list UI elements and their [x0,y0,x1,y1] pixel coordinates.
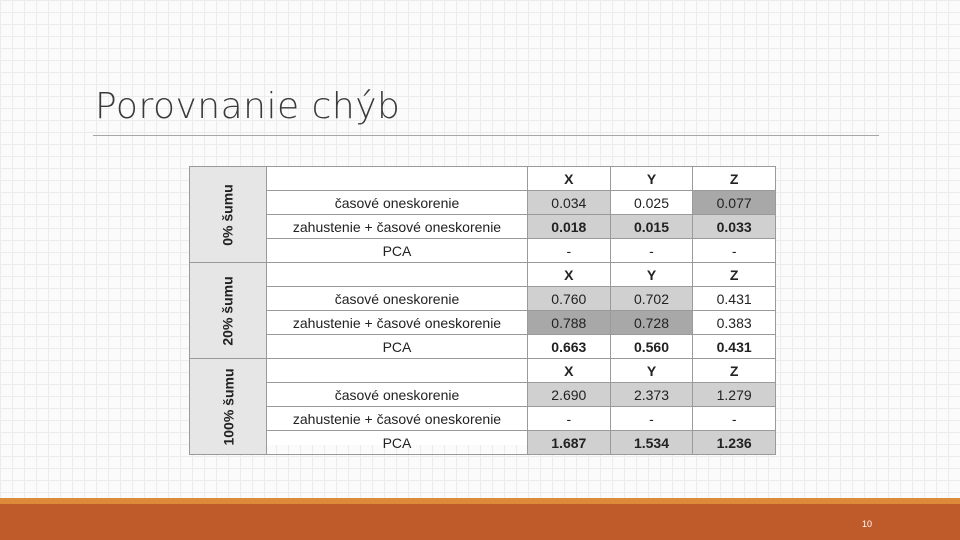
footer-accent-stripe [0,498,960,504]
table-row [190,191,776,215]
error-value-cell: 0.033 [693,215,776,239]
method-name-cell: PCA [267,239,528,263]
method-header-cell [267,263,528,287]
error-value-cell: 0.383 [693,311,776,335]
table-row [190,383,776,407]
column-header: Z [693,167,776,191]
column-header: Y [610,263,693,287]
slide-title: Porovnanie chýb [95,86,401,127]
method-name-cell: zahustenie + časové oneskorenie [267,215,528,239]
column-header: X [528,263,611,287]
method-name-cell: PCA [267,431,528,455]
footer-bar [0,498,960,540]
noise-group-label-text: 100% šumu [220,367,237,446]
column-header: Z [693,263,776,287]
method-name-cell: zahustenie + časové oneskorenie [267,407,528,431]
error-value-cell: 0.663 [528,335,611,359]
error-value-cell: 0.702 [610,287,693,311]
table-row [190,335,776,359]
method-name-cell: zahustenie + časové oneskorenie [267,311,528,335]
error-value-cell: 1.279 [693,383,776,407]
table-header-row [190,263,776,287]
error-value-cell: 2.690 [528,383,611,407]
error-value-cell: 1.687 [528,431,611,455]
table-row [190,239,776,263]
noise-group-label-text: 20% šumu [220,275,236,346]
error-value-cell: 1.534 [610,431,693,455]
method-name-cell: časové oneskorenie [267,191,528,215]
error-value-cell: - [693,407,776,431]
error-value-cell: - [693,239,776,263]
error-value-cell: 0.760 [528,287,611,311]
method-name-cell: PCA [267,335,528,359]
method-name-cell: časové oneskorenie [267,287,528,311]
noise-group-label [190,359,267,455]
table-row [190,311,776,335]
table-row [190,215,776,239]
error-comparison-table [189,166,776,451]
method-header-cell [267,359,528,383]
noise-group-label-text: 0% šumu [220,183,236,246]
table-row [190,431,776,455]
error-value-cell: 0.728 [610,311,693,335]
error-value-cell: 0.015 [610,215,693,239]
column-header: Z [693,359,776,383]
table-row [190,287,776,311]
method-name-cell: časové oneskorenie [267,383,528,407]
error-value-cell: 0.431 [693,335,776,359]
error-value-cell: - [528,407,611,431]
error-value-cell: 2.373 [610,383,693,407]
error-value-cell: 0.431 [693,287,776,311]
error-value-cell: - [610,239,693,263]
column-header: X [528,359,611,383]
page-number: 10 [862,519,873,529]
column-header: X [528,167,611,191]
error-value-cell: - [528,239,611,263]
noise-group-label [190,167,267,263]
error-value-cell: - [610,407,693,431]
error-value-cell: 0.077 [693,191,776,215]
method-header-cell [267,167,528,191]
error-value-cell: 0.788 [528,311,611,335]
table-row [190,407,776,431]
error-value-cell: 0.025 [610,191,693,215]
error-value-cell: 1.236 [693,431,776,455]
results-table [189,166,776,455]
table-header-row [190,359,776,383]
title-divider [93,135,879,136]
error-value-cell: 0.018 [528,215,611,239]
column-header: Y [610,359,693,383]
error-value-cell: 0.560 [610,335,693,359]
noise-group-label [190,263,267,359]
column-header: Y [610,167,693,191]
table-header-row [190,167,776,191]
error-value-cell: 0.034 [528,191,611,215]
